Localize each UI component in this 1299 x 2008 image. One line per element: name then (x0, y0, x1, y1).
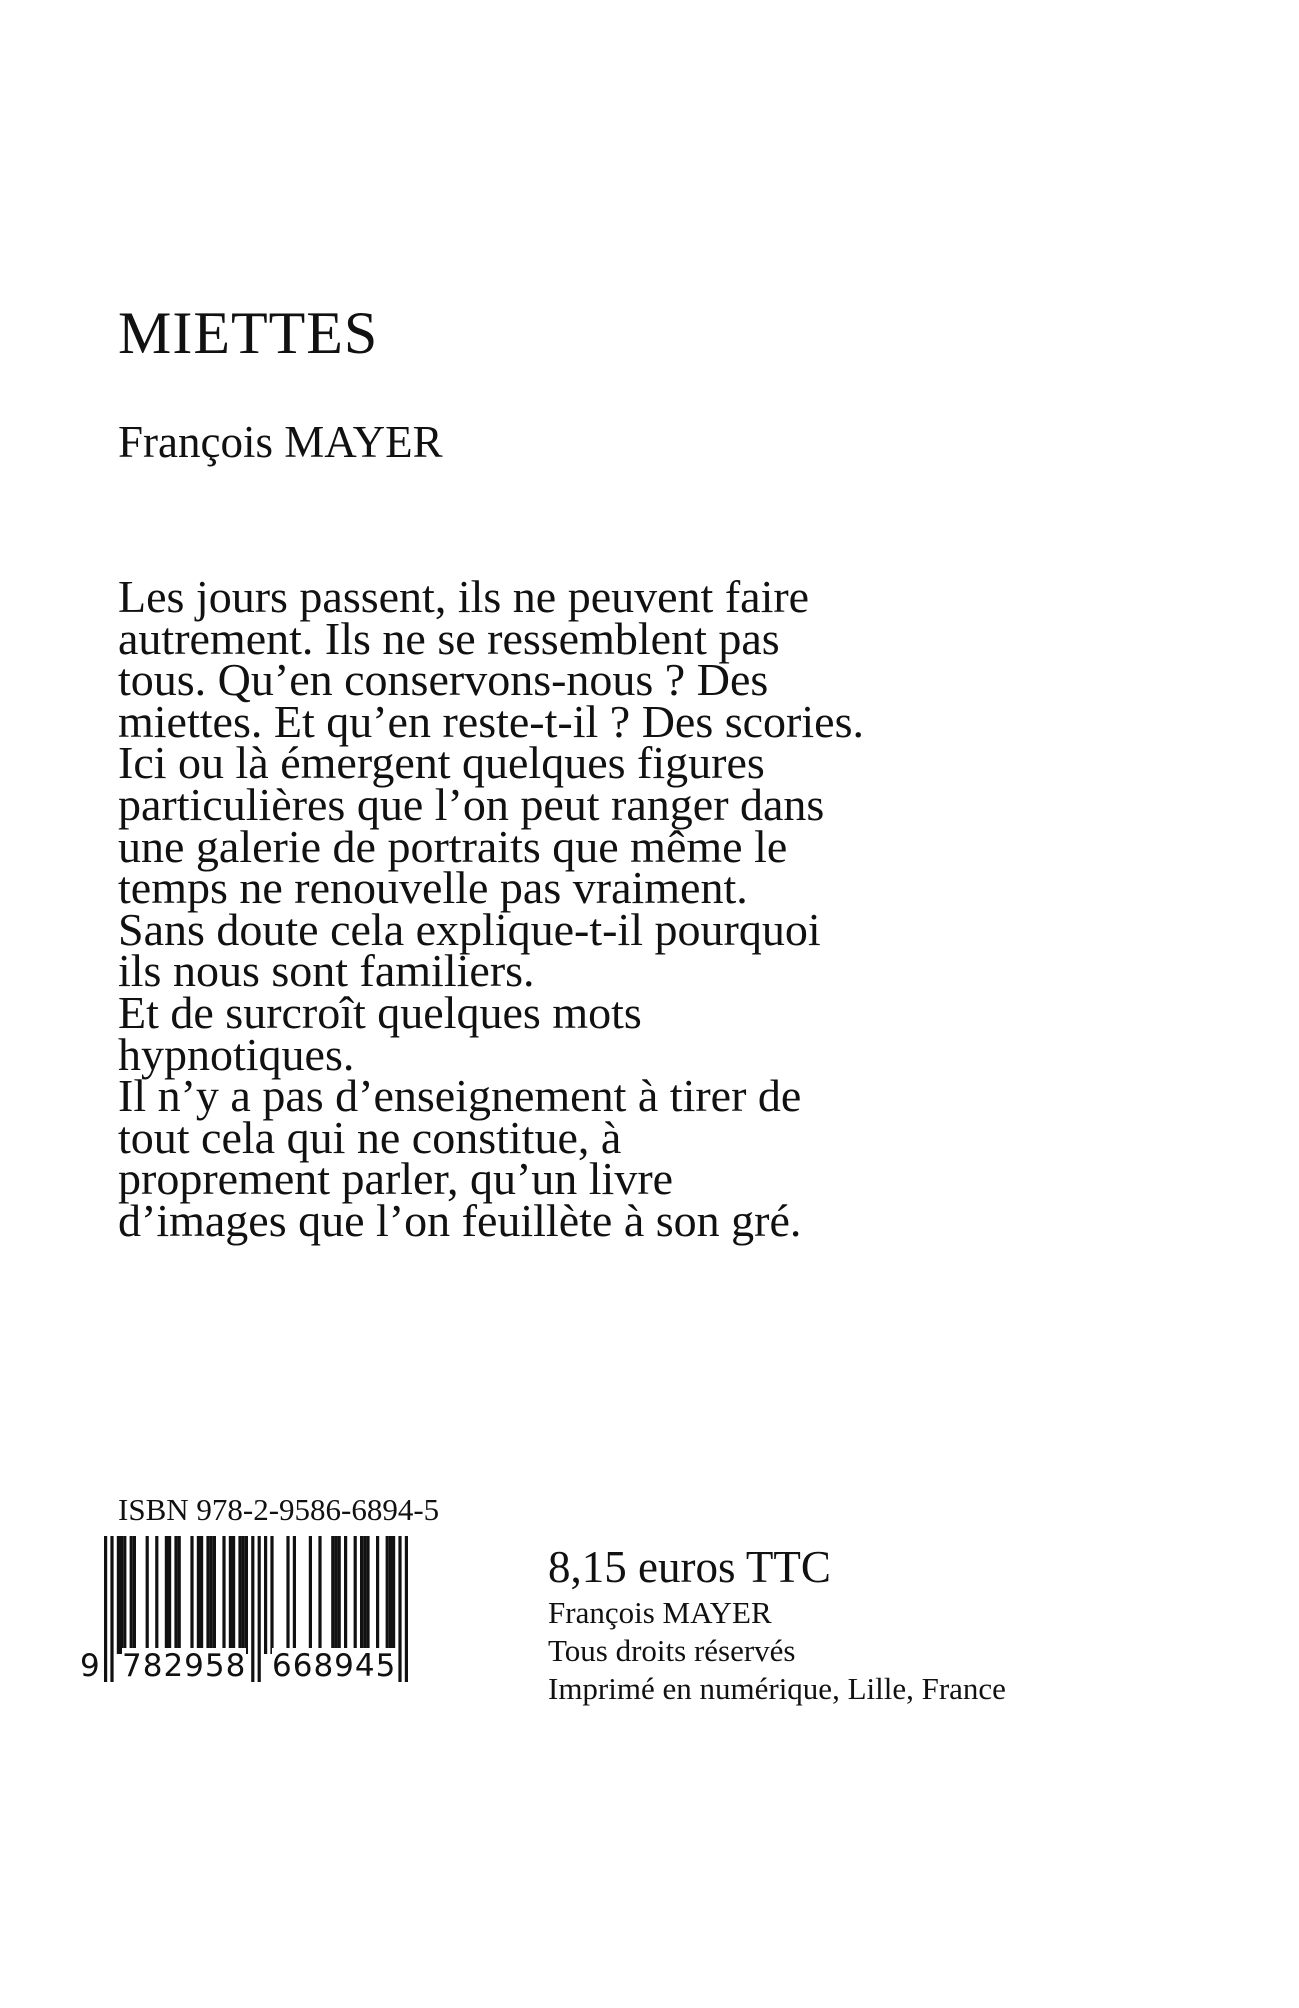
barcode-bar (120, 1536, 123, 1654)
blurb-line: Les jours passent, ils ne peuvent faire (118, 571, 810, 622)
barcode-bar (206, 1536, 209, 1654)
barcode-bar (258, 1536, 261, 1682)
isbn-label: ISBN 978-2-9586-6894-5 (118, 1492, 440, 1527)
price: 8,15 euros TTC (548, 1542, 831, 1592)
barcode-bar (392, 1536, 395, 1654)
barcode-bar (123, 1536, 126, 1654)
barcode-bar (354, 1536, 357, 1654)
book-title: MIETTES (118, 300, 379, 366)
barcode-digit-first: 9 (80, 1648, 101, 1684)
barcode-bar (200, 1536, 203, 1654)
blurb-line: d’images que l’on feuillète à son gré. (118, 1194, 802, 1246)
barcode-bar (251, 1536, 254, 1682)
blurb-line: ils nous sont familiers. (118, 945, 535, 997)
rights-notice: Tous droits réservés (548, 1633, 796, 1668)
barcode-bar (165, 1536, 168, 1654)
barcode-bar (386, 1536, 389, 1654)
barcode-bar (344, 1536, 347, 1654)
book-author: François MAYER (118, 417, 443, 467)
barcode-bar (110, 1536, 113, 1682)
barcode-bar (363, 1536, 366, 1654)
barcode-bar (232, 1536, 235, 1654)
barcode-bar (155, 1536, 158, 1654)
publisher: François MAYER (548, 1595, 772, 1630)
blurb-line: autrement. Ils ne se ressemblent pas (118, 612, 780, 664)
barcode-bar (293, 1536, 296, 1654)
blurb-line: une galerie de portraits que même le (118, 820, 788, 872)
barcode-bar (133, 1536, 136, 1654)
blurb-line: proprement parler, qu’un livre (118, 1153, 674, 1205)
barcode-bar (331, 1536, 334, 1654)
barcode-bar (245, 1536, 248, 1654)
barcode-bar (389, 1536, 392, 1654)
barcode-bar (360, 1536, 363, 1654)
barcode-digits-right: 668945 (272, 1648, 397, 1684)
blurb-line: Et de surcroît quelques mots (118, 986, 642, 1038)
barcode-bar (376, 1536, 379, 1654)
barcode-bar (270, 1536, 273, 1654)
barcode-bar (190, 1536, 193, 1654)
print-location: Imprimé en numérique, Lille, France (548, 1671, 1006, 1706)
back-cover-blurb (118, 571, 1178, 1246)
blurb-line: Ici ou là émergent quelques figures (118, 737, 765, 789)
barcode-bar (178, 1536, 181, 1654)
barcode-bar (398, 1536, 401, 1682)
barcode-bar (264, 1536, 267, 1654)
barcode-bar (229, 1536, 232, 1654)
barcode-bar (168, 1536, 171, 1654)
barcode-bar (104, 1536, 107, 1682)
barcode-bar (286, 1536, 289, 1654)
blurb-line: temps ne renouvelle pas vraiment. (118, 862, 748, 914)
barcode-bar (174, 1536, 177, 1654)
blurb-line: Il n’y a pas d’enseignement à tirer de (118, 1070, 802, 1122)
barcode-bar (146, 1536, 149, 1654)
barcode-bar (309, 1536, 312, 1654)
barcode-bar (334, 1536, 337, 1654)
barcode-bar (210, 1536, 213, 1654)
barcode-bar (117, 1536, 120, 1654)
barcode-bar (213, 1536, 216, 1654)
barcode-bar (242, 1536, 245, 1654)
imprint-block (548, 1540, 1006, 1708)
blurb-line: hypnotiques. (118, 1028, 355, 1080)
barcode-bar (130, 1536, 133, 1654)
barcode-bar (222, 1536, 225, 1654)
blurb-line: tous. Qu’en conservons-nous ? Des (118, 654, 769, 706)
barcode-bar (238, 1536, 241, 1654)
blurb-line: Sans doute cela explique-t-il pourquoi (118, 903, 821, 955)
barcode-bar (405, 1536, 408, 1682)
barcode-bar (318, 1536, 321, 1654)
blurb-line: tout cela qui ne constitue, à (118, 1111, 622, 1163)
barcode-digits-left: 782958 (122, 1648, 247, 1684)
barcode-bar (366, 1536, 369, 1654)
blurb-line: particulières que l’on peut ranger dans (118, 778, 825, 830)
barcode-bar (197, 1536, 200, 1654)
barcode-bar (338, 1536, 341, 1654)
blurb-line: miettes. Et qu’en reste-t-il ? Des scories. (118, 695, 864, 747)
